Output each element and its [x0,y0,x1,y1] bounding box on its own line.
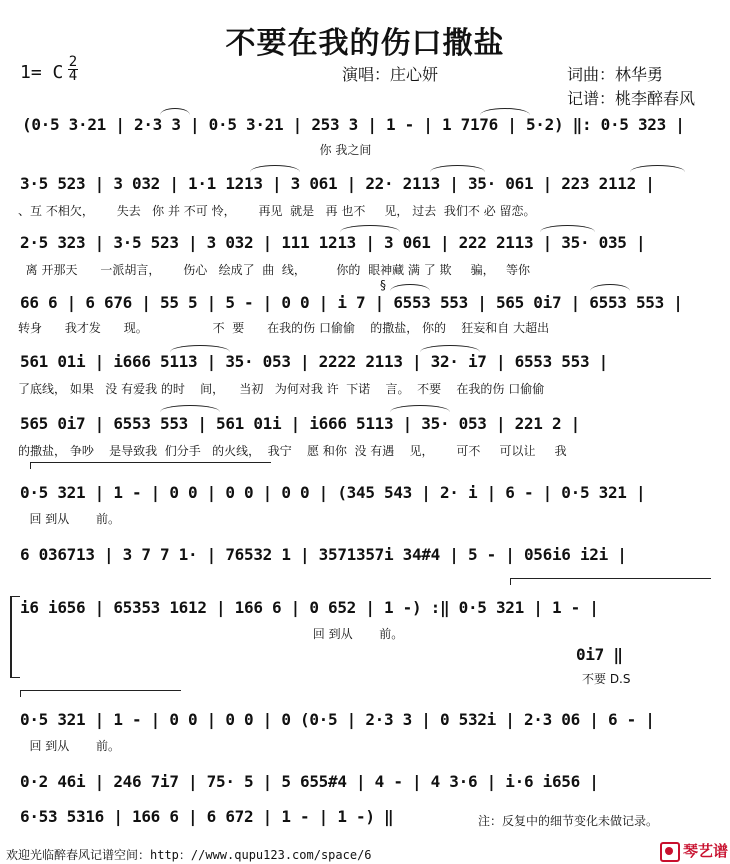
notation-row-9: i6 i656 | 65353 1612 | 166 6 | 0 652 | 1 -) :‖ 0·5 321 | 1 - | [20,598,599,617]
notation-row-3: 2·5 323 | 3·5 523 | 3 032 | 111 1213 | 3 061 | 222 2113 | 35· 035 | [20,233,646,252]
slur [390,405,450,412]
slur [340,225,400,232]
notation-note: 注：反复中的细节变化未做记录。 [478,814,659,828]
notation-row-6: 565 0i7 | 6553 553 | 561 01i | i666 5113 | 35· 053 | 221 2 | [20,414,580,433]
slur [630,165,685,172]
logo-text: 琴艺谱 [683,842,729,860]
lyrics-row-11: 回 到从 前。 [18,739,120,753]
notation-row-4: 66 6 | 6 676 | 55 5 | 5 - | 0 0 | i 7 | 6553 553 | 565 0i7 | 6553 553 | [20,293,683,312]
slur [420,345,480,352]
ending-bracket-3 [20,690,181,697]
notation-row-1: (0·5 3·21 | 2·3 3 | 0·5 3·21 | 253 3 | 1 - | 1 7176 | 5·2) ‖: 0·5 323 | [22,115,685,134]
lyrics-row-4: 转身 我才发 现。 不 要 在我的伤 口偷偷 的撒盐， 你的 狂妄和自 大超出 [18,321,550,335]
composer-credit: 词曲：林华勇 [567,65,664,84]
song-title: 不要在我的伤口撒盐 [225,26,505,61]
logo-icon [660,842,680,862]
segno-sign: § [380,278,386,292]
lyrics-row-3: 离 开那天 一派胡言， 伤心 绘成了 曲 线， 你的 眼神藏 满 了 欺 骗， 等你 [18,263,531,277]
notation-row-10: 0i7 ‖ [576,645,623,664]
lyrics-row-2: 、互 不相欠， 失去 你 并 不可 怜， 再见 就是 再 也不 见， 过去 我们不 必 留恋。 [18,204,536,218]
slur [160,405,220,412]
lyrics-row-1: 你 我之间 [22,143,372,157]
notation-row-2: 3·5 523 | 3 032 | 1·1 1213 | 3 061 | 22· 2113 | 35· 061 | 223 2112 | [20,174,655,193]
lyrics-row-9: 回 到从 前。 [0,627,404,641]
time-signature [68,56,78,83]
transcriber-credit: 记谱：桃李醉春风 [567,89,696,108]
repeat-bracket [30,462,271,469]
key-signature: 1= C [20,62,64,83]
slur [170,345,230,352]
lyrics-row-7: 回 到从 前。 [18,512,120,526]
lyrics-row-10: 不要 D.S [582,672,631,686]
slur [250,165,300,172]
footer-credit: 欢迎光临醉春风记谱空间：http：//www.qupu123.com/space/6 [6,848,372,862]
notation-row-8: 6 036713 | 3 7 7 1· | 76532 1 | 3571357i 34#4 | 5 - | 056i6 i2i | [20,545,627,564]
slur [390,284,430,291]
notation-row-7: 0·5 321 | 1 - | 0 0 | 0 0 | 0 0 | (345 543 | 2· i | 6 - | 0·5 321 | [20,483,646,502]
lyrics-row-6: 的撒盐， 争吵 是导致我 们分手 的火线， 我宁 愿 和你 没 有遇 见， 可不 可以让 我 [18,444,567,458]
notation-row-12: 0·2 46i | 246 7i7 | 75· 5 | 5 655#4 | 4 - | 4 3·6 | i·6 i656 | [20,772,599,791]
slur [540,225,595,232]
notation-row-13: 6·53 5316 | 166 6 | 6 672 | 1 - | 1 -) ‖ [20,807,394,826]
singer-credit: 演唱：庄心妍 [342,65,439,84]
ending-bracket-2 [510,578,711,585]
notation-row-11: 0·5 321 | 1 - | 0 0 | 0 0 | 0 (0·5 | 2·3 3 | 0 532i | 2·3 06 | 6 - | [20,710,655,729]
slur [430,165,485,172]
time-signature-bottom: 4 [68,68,78,84]
time-signature-top: 2 [68,54,78,70]
lyrics-row-5: 了底线， 如果 没 有爱我 的时 间， 当初 为何对我 许 下诺 言。 不要 在我的伤 口偷偷 [18,382,545,396]
site-logo [660,840,728,862]
slur [590,284,630,291]
slur [160,108,190,115]
slur [480,108,530,115]
notation-row-5: 561 01i | i666 5113 | 35· 053 | 2222 2113 | 32· i7 | 6553 553 | [20,352,608,371]
